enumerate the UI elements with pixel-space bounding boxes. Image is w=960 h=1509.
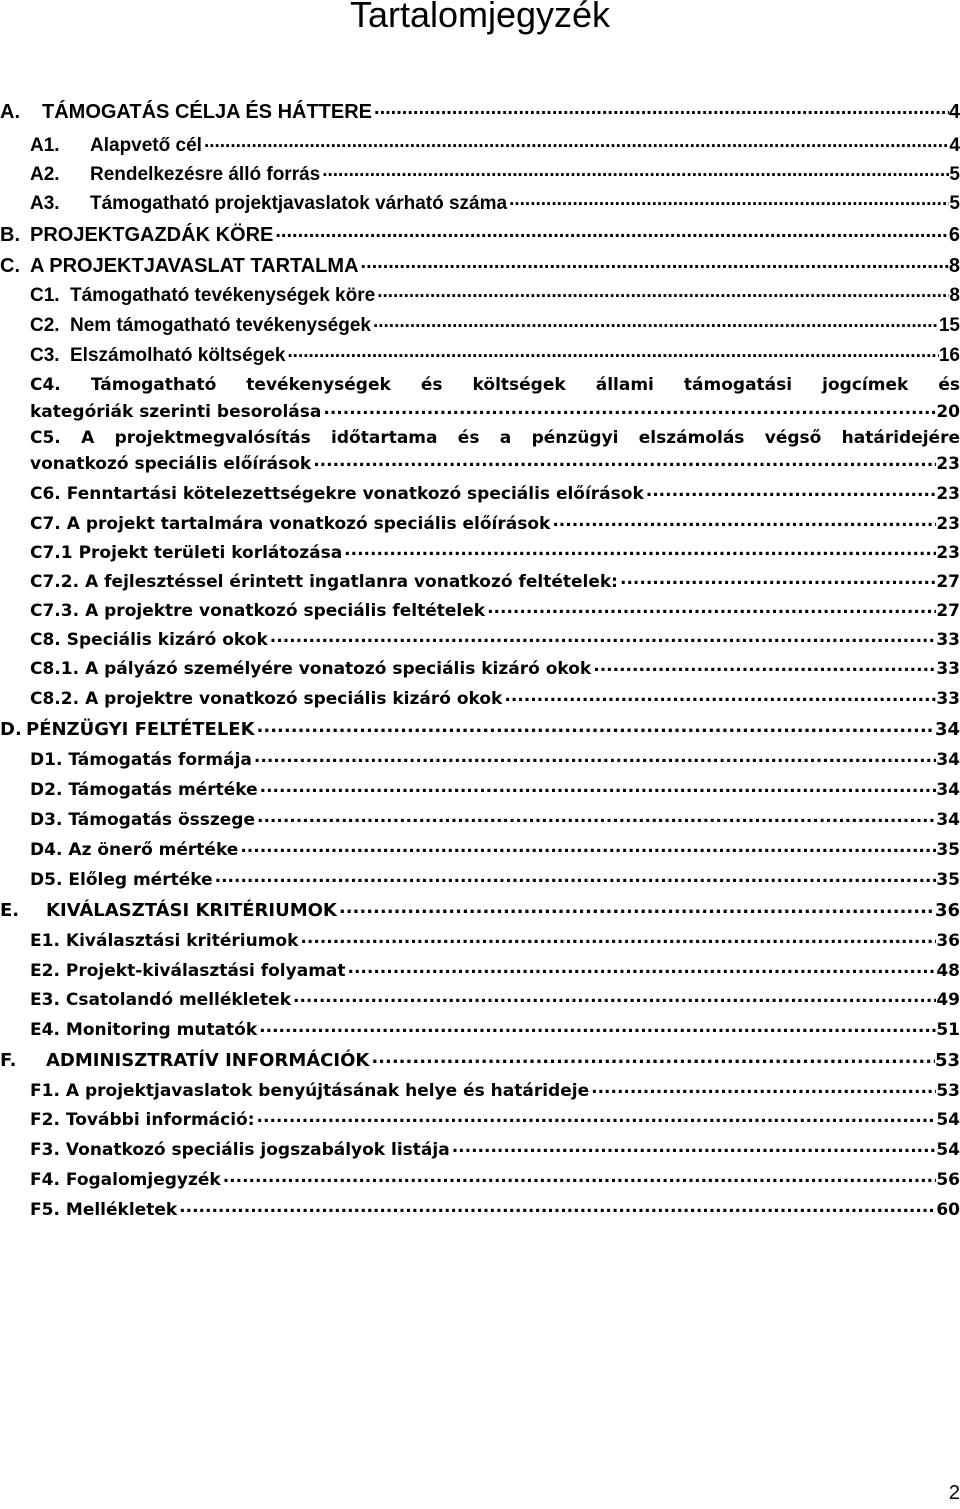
toc-page: 33 (936, 659, 960, 679)
toc-entry-d2[interactable] (30, 778, 960, 800)
toc-page: 36 (936, 931, 960, 951)
toc-entry-a[interactable] (0, 98, 960, 124)
toc-text: A projektjavaslatok benyújtásának helye és határideje (65, 1081, 590, 1101)
toc-page: 33 (936, 630, 960, 650)
toc-page: 27 (936, 601, 960, 621)
toc-text: Támogatás összege (68, 810, 255, 830)
toc-leader (287, 342, 938, 361)
toc-leader (260, 778, 937, 795)
toc-number: E2. (30, 961, 60, 981)
toc-leader (487, 599, 936, 616)
toc-leader (240, 838, 936, 855)
toc-page: 54 (936, 1110, 960, 1130)
toc-entry-f2[interactable] (30, 1108, 960, 1130)
toc-number: A3. (30, 193, 60, 214)
toc-page: 53 (936, 1081, 960, 1101)
toc-text: Nem támogatható tevékenységek (70, 315, 371, 336)
toc-entry-f[interactable] (0, 1048, 960, 1071)
toc-page: 35 (936, 840, 960, 860)
toc-text: Mellékletek (65, 1200, 178, 1220)
toc-page: 8 (949, 285, 960, 306)
toc-page: 34 (936, 750, 960, 770)
toc-number: D4. (30, 840, 63, 860)
toc-entry-c7-1[interactable] (30, 541, 960, 563)
toc-number: F5. (30, 1200, 60, 1220)
toc-entry-f3[interactable] (30, 1138, 960, 1160)
toc-text: kategóriák szerinti besorolása (30, 402, 322, 422)
toc-page: 5 (949, 164, 960, 185)
toc-leader (257, 717, 935, 735)
toc-text: Támogatható tevékenységek és költségek állami támogatási jogcímek és (90, 375, 960, 395)
toc-entry-c6[interactable] (30, 482, 960, 504)
toc-leader (254, 748, 936, 765)
toc-page: 35 (936, 870, 960, 890)
toc-number: C4. (30, 375, 61, 395)
toc-text: Támogatható tevékenységek köre (70, 285, 376, 306)
toc-page: 27 (936, 572, 960, 592)
toc-page: 34 (936, 810, 960, 830)
toc-number: E3. (30, 990, 60, 1010)
toc-text: Elszámolható költségek (70, 345, 286, 366)
toc-page: 56 (936, 1170, 960, 1190)
toc-page: 6 (948, 224, 960, 246)
toc-number: D3. (30, 810, 63, 830)
toc-page: 15 (938, 315, 960, 336)
toc-leader (591, 1079, 936, 1096)
toc-number: D. (0, 719, 22, 740)
toc-number: C6. (30, 484, 61, 504)
toc-number: A2. (30, 164, 60, 185)
toc-entry-b[interactable] (0, 221, 960, 247)
toc-text: Monitoring mutatók (65, 1020, 258, 1040)
toc-text: TÁMOGATÁS CÉLJA ÉS HÁTTERE (42, 101, 373, 123)
toc-number: E4. (30, 1020, 60, 1040)
toc-leader (322, 161, 949, 180)
toc-text: Az önerő mértéke (68, 840, 239, 860)
toc-entry-d5[interactable] (30, 868, 960, 890)
toc-leader (293, 988, 936, 1005)
toc-number: C7.2. (30, 572, 80, 592)
toc-page: 53 (934, 1050, 960, 1071)
page-title: Tartalomjegyzék (349, 0, 611, 35)
toc-text: A projektmegvalósítás időtartama és a pénzügyi elszámolás végső határidejére (81, 428, 960, 448)
toc-leader (215, 868, 937, 885)
toc-leader (257, 808, 936, 825)
toc-number: D5. (30, 870, 63, 890)
toc-text: A PROJEKTJAVASLAT TARTALMA (30, 255, 359, 277)
toc-entry-e4[interactable] (30, 1018, 960, 1040)
toc-text: A projektre vonatkozó speciális feltételek (85, 601, 486, 621)
toc-entry-c4-line1[interactable] (30, 375, 960, 395)
toc-number: C7.1 (30, 543, 73, 563)
toc-number: F2. (30, 1110, 60, 1130)
toc-text: Speciális kizáró okok (66, 630, 268, 650)
toc-leader (204, 132, 949, 151)
toc-leader (452, 1138, 937, 1155)
toc-number: A1. (30, 135, 60, 156)
toc-entry-c5-line1[interactable] (30, 428, 960, 448)
toc-text: A pályázó személyére vonatozó speciális kizáró okok (85, 659, 592, 679)
toc-leader (270, 628, 937, 645)
toc-entry-c3[interactable] (30, 342, 960, 367)
toc-text: PROJEKTGAZDÁK KÖRE (30, 224, 274, 246)
toc-page: 23 (936, 514, 960, 534)
toc-leader (313, 452, 936, 469)
toc-text: A projektre vonatkozó speciális kizáró okok (85, 689, 503, 709)
toc-number: F3. (30, 1140, 60, 1160)
toc-text: Projekt-kiválasztási folyamat (65, 961, 346, 981)
toc-number: C8. (30, 630, 61, 650)
toc-text: Rendelkezésre álló forrás (90, 164, 321, 185)
toc-number: F4. (30, 1170, 60, 1190)
toc-number: C7. (30, 514, 61, 534)
toc-text: ADMINISZTRATÍV INFORMÁCIÓK (46, 1050, 370, 1071)
toc-text: Előleg mértéke (68, 870, 213, 890)
toc-text: Vonatkozó speciális jogszabályok listája (65, 1140, 450, 1160)
toc-entry-d[interactable] (0, 717, 960, 740)
toc-entry-c7[interactable] (30, 512, 960, 534)
toc-text: KIVÁLASZTÁSI KRITÉRIUMOK (46, 900, 337, 921)
toc-text: Kiválasztási kritériumok (65, 931, 299, 951)
toc-number: E. (0, 900, 20, 921)
toc-page: 34 (934, 719, 960, 740)
toc-entry-c5-line2[interactable] (30, 452, 960, 474)
toc-text: A fejlesztéssel érintett ingatlanra vonatkozó feltételek: (85, 572, 618, 592)
toc-number: E1. (30, 931, 60, 951)
toc-leader (509, 190, 949, 209)
toc-entry-f1[interactable] (30, 1079, 960, 1101)
toc-leader (504, 687, 936, 704)
toc-leader (373, 312, 939, 331)
toc-text: További információ: (65, 1110, 255, 1130)
toc-leader (344, 541, 936, 558)
toc-leader (259, 1018, 936, 1035)
toc-leader (223, 1168, 937, 1185)
page-number: 2 (948, 1482, 960, 1504)
toc-number: C8.1. (30, 659, 80, 679)
toc-number: B. (0, 224, 20, 246)
toc-number: D2. (30, 780, 63, 800)
toc-leader (377, 282, 949, 301)
toc-entry-c[interactable] (0, 252, 960, 278)
toc-entry-a3[interactable] (30, 190, 960, 215)
toc-text: A projekt tartalmára vonatkozó speciális előírások (66, 514, 551, 534)
toc-entry-c7-3[interactable] (30, 599, 960, 621)
toc-text: Támogatás mértéke (68, 780, 258, 800)
toc-entry-c8[interactable] (30, 628, 960, 650)
toc-leader (300, 929, 936, 946)
toc-number: D1. (30, 750, 63, 770)
toc-number: A. (0, 101, 20, 123)
toc-page: 33 (936, 689, 960, 709)
toc-page: 8 (948, 255, 960, 277)
toc-page: 23 (936, 484, 960, 504)
toc-leader (179, 1198, 936, 1215)
toc-entry-d4[interactable] (30, 838, 960, 860)
toc-leader (323, 400, 936, 417)
toc-leader (646, 482, 937, 499)
toc-text: PÉNZÜGYI FELTÉTELEK (26, 719, 255, 740)
toc-text: Alapvető cél (90, 135, 202, 156)
toc-entry-c2[interactable] (30, 312, 960, 337)
toc-entry-c4-line2[interactable] (30, 400, 960, 422)
toc-page: 49 (936, 990, 960, 1010)
toc-leader (620, 570, 936, 587)
toc-text: Támogatás formája (68, 750, 252, 770)
toc-page: 54 (936, 1140, 960, 1160)
toc-text: vonatkozó speciális előírások (30, 454, 312, 474)
toc-leader (552, 512, 936, 529)
toc-entry-e3[interactable] (30, 988, 960, 1010)
toc-leader (257, 1108, 937, 1125)
toc-entry-f4[interactable] (30, 1168, 960, 1190)
toc-entry-c1[interactable] (30, 282, 960, 307)
toc-entry-d1[interactable] (30, 748, 960, 770)
toc-entry-a2[interactable] (30, 161, 960, 186)
toc-page: 36 (934, 900, 960, 921)
toc-page: 48 (936, 961, 960, 981)
toc-number: C1. (30, 285, 60, 306)
toc-page: 20 (936, 402, 960, 422)
toc-page: 4 (949, 135, 960, 156)
toc-number: C. (0, 255, 20, 277)
toc-entry-c8-1[interactable] (30, 657, 960, 679)
toc-leader (348, 959, 937, 976)
toc-page: 16 (938, 345, 960, 366)
toc-leader (339, 898, 935, 916)
toc-text: Fogalomjegyzék (65, 1170, 221, 1190)
toc-number: C2. (30, 315, 60, 336)
toc-page: 23 (936, 543, 960, 563)
toc-page: 5 (949, 193, 960, 214)
toc-leader (593, 657, 936, 674)
toc-number: C8.2. (30, 689, 80, 709)
toc-page: 60 (936, 1200, 960, 1220)
toc-entry-e[interactable] (0, 898, 960, 921)
toc-leader (374, 98, 949, 118)
toc-text: Csatolandó mellékletek (65, 990, 291, 1010)
toc-number: C3. (30, 345, 60, 366)
toc-page: 4 (948, 101, 960, 123)
toc-entry-c7-2[interactable] (30, 570, 960, 592)
toc-page: 34 (936, 780, 960, 800)
toc-leader (275, 221, 949, 241)
toc-entry-e2[interactable] (30, 959, 960, 981)
toc-text: Támogatható projektjavaslatok várható száma (90, 193, 508, 214)
toc-number: C7.3. (30, 601, 80, 621)
toc-page: 51 (936, 1020, 960, 1040)
toc-entry-a1[interactable] (30, 132, 960, 157)
toc-entry-d3[interactable] (30, 808, 960, 830)
toc-number: F. (0, 1050, 17, 1071)
toc-text: Projekt területi korlátozása (78, 543, 343, 563)
toc-number: F1. (30, 1081, 60, 1101)
toc-leader (371, 1048, 935, 1066)
toc-entry-c8-2[interactable] (30, 687, 960, 709)
toc-entry-e1[interactable] (30, 929, 960, 951)
toc-leader (361, 252, 949, 272)
toc-text: Fenntartási kötelezettségekre vonatkozó speciális előírások (66, 484, 644, 504)
toc-page: 23 (936, 454, 960, 474)
toc-entry-f5[interactable] (30, 1198, 960, 1220)
toc-number: C5. (30, 428, 61, 448)
